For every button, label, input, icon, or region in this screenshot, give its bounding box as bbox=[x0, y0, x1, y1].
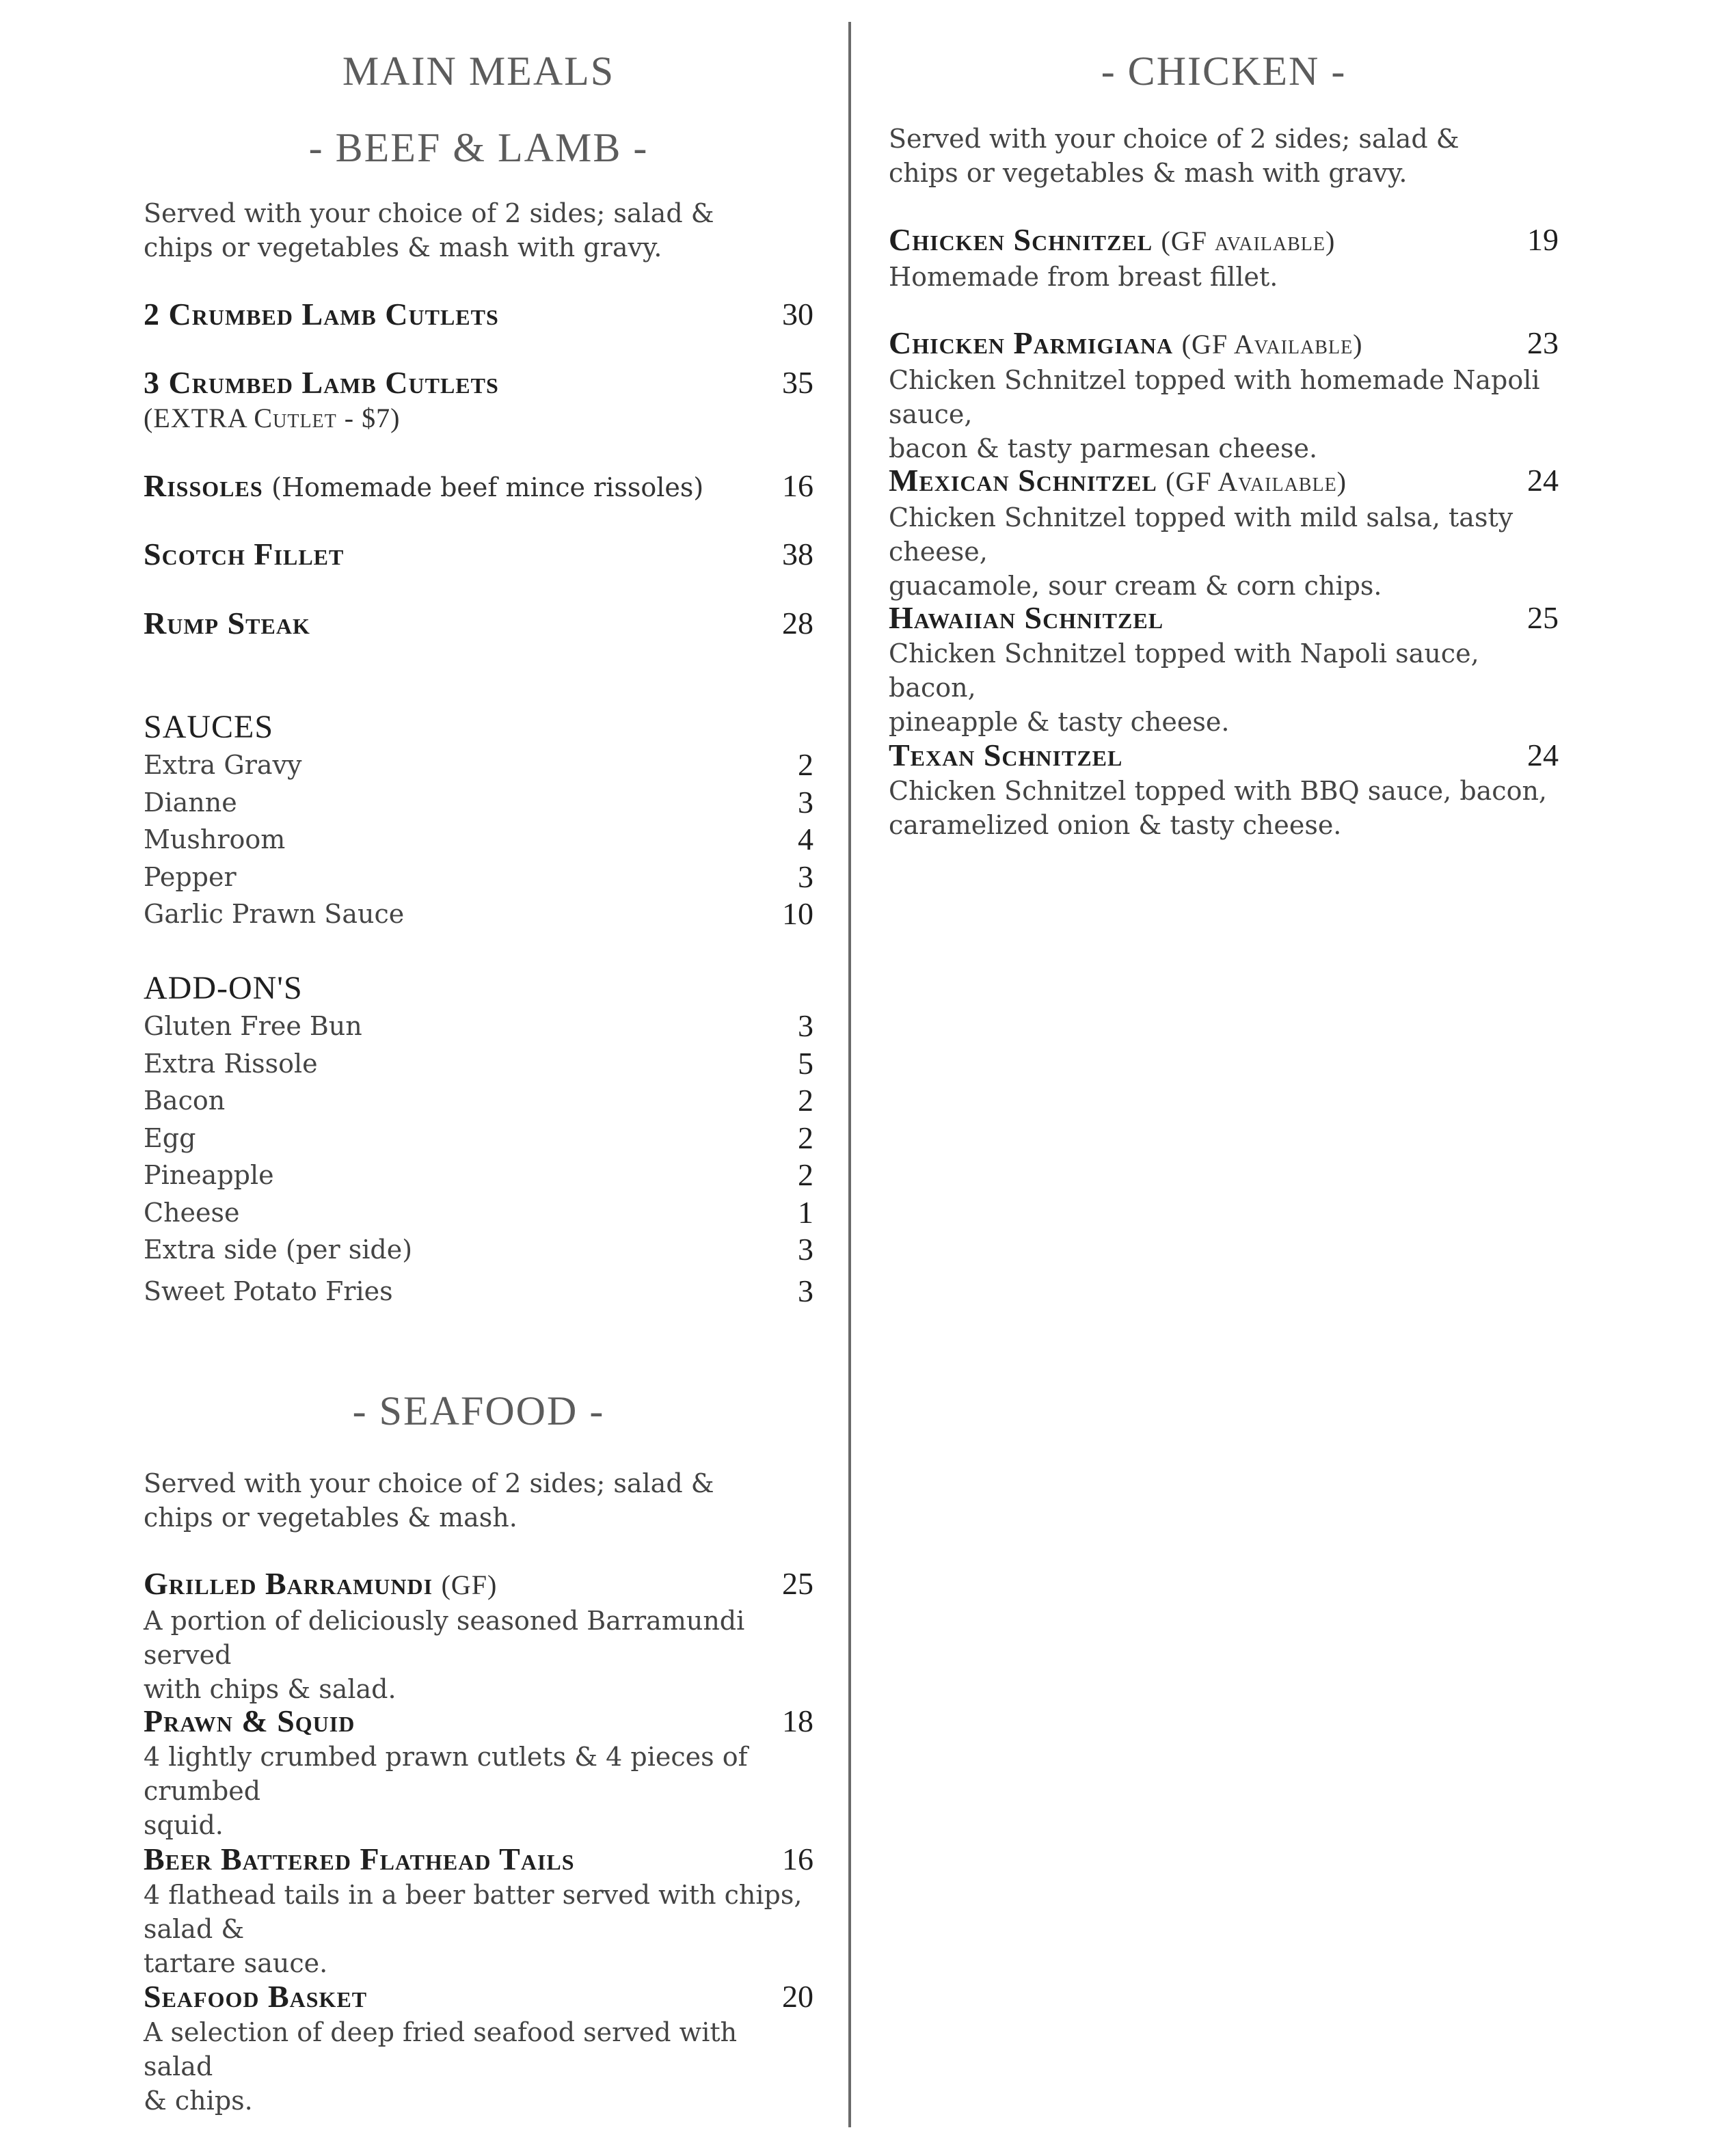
list-item bbox=[144, 1157, 813, 1194]
list-item bbox=[144, 1008, 813, 1045]
menu-item bbox=[144, 468, 813, 506]
main-title: MAIN MEALS bbox=[342, 49, 615, 94]
sauce-name: Garlic Prawn Sauce bbox=[144, 899, 405, 929]
addon-name: Gluten Free Bun bbox=[144, 1011, 362, 1041]
item-description: Chicken Schnitzel topped with BBQ sauce, bacon, caramelized onion & tasty cheese. bbox=[889, 776, 1548, 840]
item-description: A selection of deep fried seafood served with salad & chips. bbox=[144, 2017, 738, 2116]
item-price: 28 bbox=[782, 606, 813, 641]
item-name-line bbox=[144, 1565, 813, 1604]
menu-item bbox=[889, 462, 1559, 603]
addon-price: 3 bbox=[798, 1008, 813, 1043]
item-price: 30 bbox=[782, 297, 813, 332]
addon-name: Pineapple bbox=[144, 1160, 274, 1190]
menu-item bbox=[889, 221, 1559, 294]
addon-price: 3 bbox=[798, 1273, 813, 1308]
list-item bbox=[144, 784, 813, 822]
item-price: 20 bbox=[782, 1979, 813, 2014]
sauce-price: 3 bbox=[798, 859, 813, 894]
menu-item bbox=[889, 599, 1559, 739]
item-price: 18 bbox=[782, 1703, 813, 1738]
addon-name: Cheese bbox=[144, 1197, 240, 1228]
list-item bbox=[144, 821, 813, 859]
menu-item bbox=[144, 1841, 813, 1980]
item-price: 25 bbox=[1527, 600, 1559, 635]
item-name: Rissoles bbox=[144, 468, 263, 503]
chicken-intro: Served with your choice of 2 sides; salad & chips or vegetables & mash with gravy. bbox=[889, 124, 1459, 188]
sauce-price: 2 bbox=[798, 747, 813, 782]
item-price: 35 bbox=[782, 365, 813, 400]
list-item bbox=[144, 1120, 813, 1157]
item-price: 24 bbox=[1527, 738, 1559, 772]
item-name: 3 Crumbed Lamb Cutlets bbox=[144, 365, 499, 400]
sauce-name: Dianne bbox=[144, 787, 237, 818]
addon-name: Extra Rissole bbox=[144, 1048, 318, 1079]
addon-name: Extra side (per side) bbox=[144, 1235, 413, 1265]
item-name: Chicken Schnitzel bbox=[889, 222, 1153, 257]
sauce-price: 4 bbox=[798, 822, 813, 857]
sauce-price: 3 bbox=[798, 784, 813, 820]
menu-item bbox=[889, 737, 1559, 842]
item-name: Rump Steak bbox=[144, 606, 310, 641]
menu-item bbox=[144, 536, 813, 573]
item-price: 23 bbox=[1527, 325, 1559, 360]
menu-item bbox=[144, 1565, 813, 1706]
item-name-line bbox=[889, 221, 1559, 260]
addon-name: Sweet Potato Fries bbox=[144, 1276, 393, 1306]
item-description: A portion of deliciously seasoned Barramundi served with chips & salad. bbox=[144, 1606, 745, 1704]
item-name: Grilled Barramundi bbox=[144, 1566, 433, 1601]
item-description: 4 lightly crumbed prawn cutlets & 4 pieces of crumbed squid. bbox=[144, 1742, 748, 1840]
item-name-line bbox=[889, 462, 1559, 500]
sauce-price: 10 bbox=[782, 896, 813, 931]
seafood-title: - SEAFOOD - bbox=[352, 1388, 605, 1433]
list-item bbox=[144, 1194, 813, 1232]
item-name: Scotch Fillet bbox=[144, 537, 345, 571]
item-description: Chicken Schnitzel topped with mild salsa, tasty cheese, guacamole, sour cream & corn chips. bbox=[889, 502, 1513, 601]
item-price: 16 bbox=[782, 468, 813, 503]
list-item bbox=[144, 1045, 813, 1083]
addons-list bbox=[144, 1008, 813, 1310]
beef-lamb-intro: Served with your choice of 2 sides; salad & chips or vegetables & mash with gravy. bbox=[144, 198, 714, 262]
list-item bbox=[144, 746, 813, 784]
addon-name: Bacon bbox=[144, 1086, 226, 1116]
menu-item bbox=[144, 1978, 813, 2118]
item-name-line bbox=[144, 468, 813, 506]
sauce-name: Mushroom bbox=[144, 824, 286, 854]
item-note: (Homemade beef mince rissoles) bbox=[271, 472, 704, 502]
addon-price: 2 bbox=[798, 1120, 813, 1155]
item-name: Chicken Parmigiana bbox=[889, 325, 1174, 360]
item-name: Hawaiian Schnitzel bbox=[889, 600, 1164, 635]
item-price: 16 bbox=[782, 1842, 813, 1876]
item-name-line bbox=[889, 325, 1559, 363]
item-price: 24 bbox=[1527, 463, 1559, 498]
item-name: Mexican Schnitzel bbox=[889, 463, 1157, 498]
item-extra-note: (EXTRA Cutlet - $7) bbox=[144, 403, 401, 433]
menu-item bbox=[889, 325, 1559, 466]
seafood-intro: Served with your choice of 2 sides; salad & chips or vegetables & mash. bbox=[144, 1468, 714, 1533]
list-item bbox=[144, 1269, 813, 1310]
sauces-list bbox=[144, 746, 813, 933]
item-note: (GF Available) bbox=[1181, 329, 1363, 360]
sauce-name: Extra Gravy bbox=[144, 750, 302, 780]
addon-name: Egg bbox=[144, 1122, 196, 1153]
addon-price: 2 bbox=[798, 1083, 813, 1118]
item-description: Chicken Schnitzel topped with Napoli sauce, bacon, pineapple & tasty cheese. bbox=[889, 638, 1479, 737]
addons-title: ADD-ON'S bbox=[144, 970, 303, 1006]
item-price: 25 bbox=[782, 1566, 813, 1601]
item-note: (GF) bbox=[441, 1569, 498, 1600]
item-name: Seafood Basket bbox=[144, 1979, 368, 2014]
item-name: Prawn & Squid bbox=[144, 1703, 355, 1738]
item-description: 4 flathead tails in a beer batter served with chips, salad & tartare sauce. bbox=[144, 1880, 803, 1978]
item-name: Beer Battered Flathead Tails bbox=[144, 1842, 575, 1876]
item-description: Homemade from breast fillet. bbox=[889, 262, 1278, 292]
addon-price: 3 bbox=[798, 1232, 813, 1267]
chicken-title: - CHICKEN - bbox=[1101, 49, 1347, 94]
list-item bbox=[144, 1231, 813, 1269]
item-name: 2 Crumbed Lamb Cutlets bbox=[144, 297, 499, 332]
list-item bbox=[144, 1082, 813, 1120]
addon-price: 1 bbox=[798, 1194, 813, 1230]
addon-price: 2 bbox=[798, 1157, 813, 1192]
item-note: (GF available) bbox=[1161, 226, 1336, 256]
sauces-title: SAUCES bbox=[144, 709, 274, 745]
menu-item bbox=[144, 364, 813, 435]
item-description: Chicken Schnitzel topped with homemade Napoli sauce, bacon & tasty parmesan cheese. bbox=[889, 365, 1540, 463]
menu-item bbox=[144, 605, 813, 642]
column-divider bbox=[848, 22, 851, 2127]
addon-price: 5 bbox=[798, 1045, 813, 1081]
list-item bbox=[144, 859, 813, 896]
menu-item bbox=[144, 296, 813, 333]
item-name: Texan Schnitzel bbox=[889, 738, 1123, 772]
menu-item bbox=[144, 1703, 813, 1842]
beef-lamb-title: - BEEF & LAMB - bbox=[308, 125, 649, 170]
item-price: 38 bbox=[782, 537, 813, 571]
item-note: (GF Available) bbox=[1166, 466, 1347, 497]
list-item bbox=[144, 895, 813, 933]
item-price: 19 bbox=[1527, 222, 1559, 257]
sauce-name: Pepper bbox=[144, 861, 237, 892]
